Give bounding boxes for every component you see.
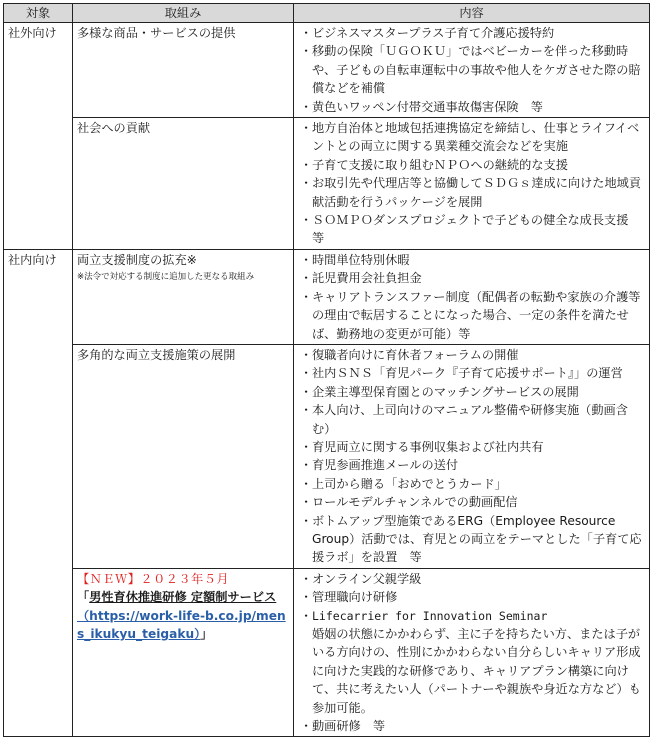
initiative-products: 多様な商品・サービスの提供 — [73, 23, 294, 118]
list-item — [298, 174, 645, 211]
bullet-icon: ・ — [300, 384, 313, 399]
item-text: 育児両立に関する事例収集および社内共有 — [312, 439, 544, 454]
bullet-icon: ・ — [300, 476, 313, 491]
list-item — [298, 42, 645, 97]
bullet-icon: ・ — [300, 590, 313, 605]
list-item — [298, 383, 645, 401]
bullet-icon: ・ — [300, 458, 313, 473]
target-internal: 社内向け — [4, 249, 73, 737]
table-row — [4, 344, 650, 568]
bullet-icon: ・ — [300, 121, 313, 136]
list-item — [298, 717, 645, 735]
item-text: 動画研修 等 — [312, 719, 386, 734]
header-initiative: 取組み — [73, 4, 294, 23]
bullet-icon: ・ — [300, 289, 313, 304]
list-new-program-last — [298, 717, 645, 735]
item-text: 移動の保険「ＵＧＯＫＵ」ではベビーカーを伴った移動時や、子どもの自転車運転中の事故や他人をケガさせた際の賠償などを補償 — [312, 44, 641, 96]
item-text: 復職者向けに育休者フォーラムの開催 — [312, 347, 519, 362]
item-text: 地方自治体と地域包括連携協定を締結し、仕事とライフイベントとの両立に関する異業種交流会などを実施 — [312, 121, 640, 154]
bullet-icon: ・ — [300, 252, 313, 267]
list-item — [298, 493, 645, 511]
table-row — [4, 118, 650, 250]
list-item — [298, 251, 645, 269]
item-text: 時間単位特別休暇 — [312, 252, 410, 267]
bullet-icon: ・ — [300, 26, 313, 40]
close-bracket: 」 — [200, 627, 213, 641]
list-item — [298, 401, 645, 438]
header-content: 内容 — [294, 4, 650, 23]
table-row — [4, 23, 650, 118]
item-text: Lifecarrier for Innovation Seminar — [312, 608, 548, 623]
content-new-program — [294, 568, 650, 737]
bullet-icon: ・ — [300, 608, 313, 623]
bullet-icon: ・ — [300, 99, 313, 114]
bullet-icon: ・ — [300, 157, 313, 172]
open-bracket: 「 — [77, 590, 90, 605]
new-program-link[interactable]: （https://work-life-b.co.jp/mens_ikukyu_teigaku） — [77, 608, 286, 641]
list-item — [298, 364, 645, 382]
item-text: お取引先や代理店等と協働してＳＤＧｓ達成に向けた地域貢献活動を行うパッケージを展開 — [312, 176, 642, 209]
header-row — [4, 4, 650, 23]
target-external: 社外向け — [4, 23, 73, 250]
seminar-description: 婚姻の状態にかかわらず、主に子を持ちたい方、または子がいる方向けの、性別にかかわらない自分らしいキャリア形成に向けた実践的な研修であり、キャリアプラン構築に向けて、共に考えたい人（パートナーや親族や身近な方など）も参加可能。 — [312, 627, 641, 715]
item-text: キャリアトランスファー制度（配偶者の転勤や家族の介護等の理由で転居することになった場合、一定の条件を満たせば、勤務地の変更が可能）等 — [312, 289, 641, 341]
list-item — [298, 456, 645, 474]
list-item — [298, 24, 645, 42]
bullet-icon: ・ — [300, 513, 313, 528]
item-text: 社内ＳＮＳ「育児パーク『子育て応援サポート』」の運営 — [312, 366, 623, 381]
content-contribution — [294, 118, 650, 250]
initiatives-table — [3, 3, 650, 737]
list-expansion — [298, 251, 645, 343]
list-item — [298, 346, 645, 364]
list-item — [298, 570, 645, 588]
bullet-icon: ・ — [300, 347, 313, 362]
list-item — [298, 475, 645, 493]
item-text: 上司から贈る「おめでとうカード」 — [312, 476, 507, 491]
bullet-icon: ・ — [300, 439, 313, 454]
expansion-note: ※法令で対応する制度に追加した更なる取組み — [77, 272, 255, 283]
list-item — [298, 607, 645, 625]
item-text: 本人向け、上司向けのマニュアル整備や研修実施（動画含む） — [312, 403, 628, 436]
item-text: ロールモデルチャンネルでの動画配信 — [312, 495, 518, 510]
list-item — [298, 512, 645, 567]
bullet-icon: ・ — [300, 719, 313, 734]
header-target: 対象 — [4, 4, 73, 23]
item-text: 育児参画推進メールの送付 — [312, 458, 459, 473]
new-program-title: 男性育休推進研修 定額制サービス — [89, 590, 277, 605]
item-text: 託児費用会社負担金 — [312, 271, 422, 286]
item-text: 企業主導型保育園とのマッチングサービスの展開 — [312, 384, 579, 399]
list-new-program — [298, 570, 645, 625]
bullet-icon: ・ — [300, 403, 313, 418]
list-measures — [298, 346, 645, 567]
initiative-measures: 多角的な両立支援施策の展開 — [73, 344, 294, 568]
table-row — [4, 249, 650, 344]
initiative-contribution: 社会への貢献 — [73, 118, 294, 250]
item-text: ＳＯＭＰＯダンスプロジェクトで子どもの健全な成長支援 等 — [312, 213, 641, 246]
item-text: 管理職向け研修 — [312, 590, 398, 605]
bullet-icon: ・ — [300, 271, 313, 286]
list-contribution — [298, 119, 645, 248]
list-item — [298, 438, 645, 456]
bullet-icon: ・ — [300, 366, 313, 381]
bullet-icon: ・ — [300, 571, 313, 586]
table-row — [4, 568, 650, 737]
list-item — [298, 98, 645, 116]
content-expansion — [294, 249, 650, 344]
bullet-icon: ・ — [300, 213, 313, 228]
item-text: 子育て支援に取り組むＮＰＯへの継続的な支援 — [312, 157, 568, 172]
initiative-expansion — [73, 249, 294, 344]
bullet-icon: ・ — [300, 176, 313, 191]
item-text: ビジネスマスタープラス子育て介護応援特約 — [312, 26, 555, 40]
new-tag: 【ＮＥＷ】２０２３年５月 — [77, 571, 230, 586]
list-item — [298, 156, 645, 174]
list-item — [298, 288, 645, 343]
content-measures — [294, 344, 650, 568]
content-products — [294, 23, 650, 118]
item-text: 黄色いワッペン付帯交通事故傷害保険 等 — [312, 99, 543, 114]
list-item — [298, 119, 645, 156]
item-text: オンライン父親学級 — [312, 571, 422, 586]
item-text: ボトムアップ型施策であるERG（Employee Resource Group）活動では、育児との両立をテーマとした「子育て応援ラボ」を設置 等 — [312, 513, 642, 565]
bullet-icon: ・ — [300, 495, 313, 510]
expansion-title: 両立支援制度の拡充※ — [77, 252, 197, 267]
list-item — [298, 269, 645, 287]
list-item — [298, 211, 645, 248]
bullet-icon: ・ — [300, 44, 313, 59]
list-products — [298, 24, 645, 116]
list-item — [298, 588, 645, 606]
initiative-new-program — [73, 568, 294, 737]
